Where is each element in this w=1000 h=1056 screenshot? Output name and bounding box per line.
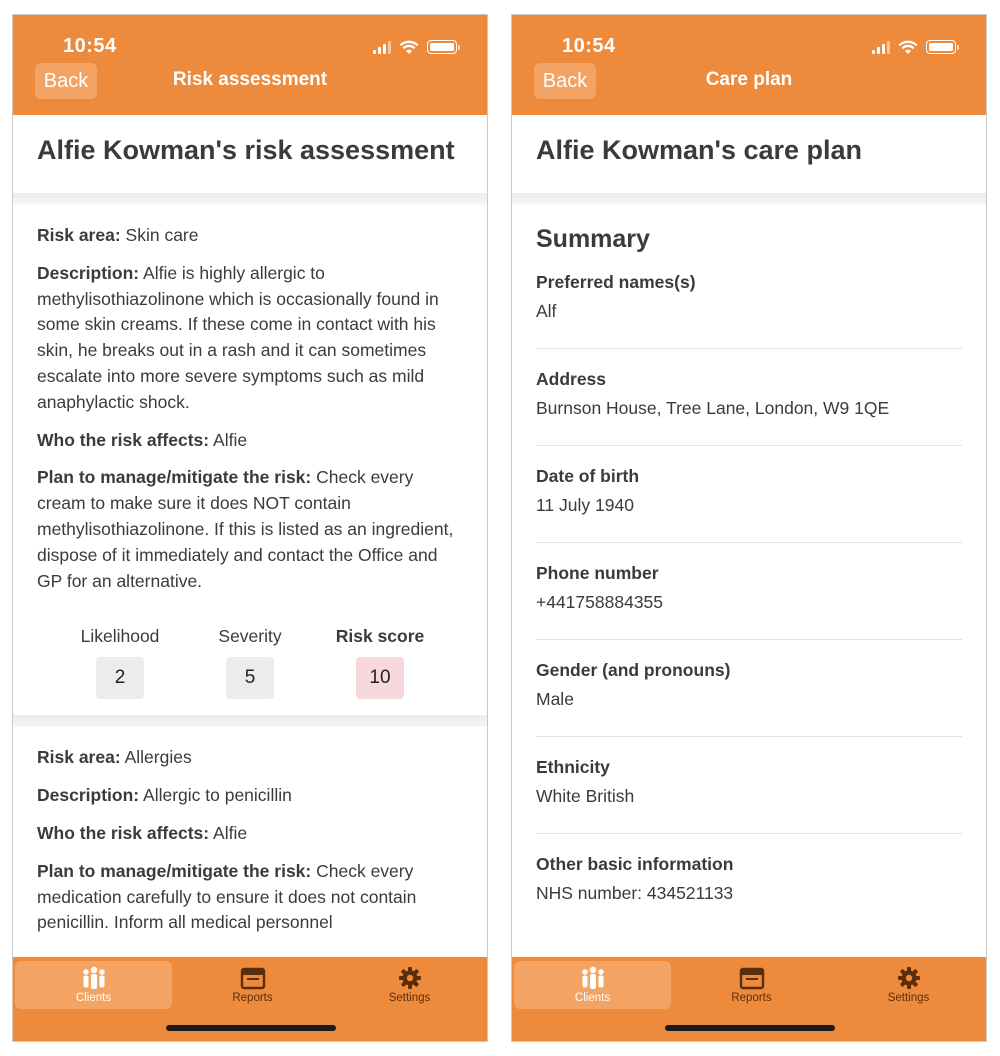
- tab-bar: [512, 957, 986, 1041]
- clients-icon: [578, 966, 608, 990]
- top-bar: [512, 15, 986, 115]
- reports-icon: [238, 966, 268, 990]
- field-value: Alf: [536, 301, 557, 321]
- risk-card: [13, 205, 487, 715]
- field-phone-number: [536, 563, 962, 640]
- field-label: Date of birth: [536, 466, 640, 486]
- home-indicator: [665, 1025, 835, 1031]
- tab-settings[interactable]: [830, 961, 987, 1009]
- status-icons: [872, 39, 956, 55]
- reports-icon: [737, 966, 767, 990]
- field-label: Gender (and pronouns): [536, 660, 731, 680]
- summary-title: Summary: [536, 225, 650, 253]
- tab-settings[interactable]: [331, 961, 488, 1009]
- risk-score-label: Risk score: [335, 626, 425, 647]
- signal-icon: [872, 40, 890, 54]
- severity-label: Severity: [218, 626, 282, 647]
- risk-card: [13, 727, 487, 959]
- risk-score: [325, 626, 435, 699]
- gear-icon: [395, 966, 425, 990]
- field-label: Address: [536, 369, 607, 389]
- summary-card: [512, 205, 986, 959]
- section-divider: [13, 193, 487, 205]
- wifi-icon: [399, 40, 419, 55]
- battery-icon: [427, 40, 457, 54]
- tab-label: Clients: [75, 992, 112, 1004]
- severity-value: 5: [226, 657, 274, 699]
- battery-icon: [926, 40, 956, 54]
- field-label: Other basic information: [536, 854, 734, 874]
- tab-clients[interactable]: [514, 961, 671, 1009]
- field-value: Burnson House, Tree Lane, London, W9 1QE: [536, 398, 890, 418]
- back-button[interactable]: Back: [534, 63, 596, 99]
- page-title: Alfie Kowman's care plan: [536, 135, 863, 165]
- tab-label: Reports: [232, 992, 273, 1004]
- care-plan-screen: [511, 14, 987, 1042]
- risk-plan: Plan to manage/mitigate the risk: Check every cream to make sure it does NOT contain methylisothiazolinone. If this is listed as an ingredient, dispose of it immediately and contact the Office and GP for an alternative.: [37, 467, 454, 591]
- tab-label: Settings: [388, 992, 431, 1004]
- page-header: [13, 115, 487, 193]
- section-divider: [512, 193, 986, 205]
- field-label: Ethnicity: [536, 757, 610, 777]
- tab-reports[interactable]: [673, 961, 830, 1009]
- page-title: Alfie Kowman's risk assessment: [37, 135, 455, 165]
- tab-label: Reports: [731, 992, 772, 1004]
- status-time: 10:54: [63, 35, 117, 57]
- field-date-of-birth: [536, 466, 962, 543]
- field-label: Phone number: [536, 563, 659, 583]
- field-label: Preferred names(s): [536, 272, 696, 292]
- risk-assessment-screen: [12, 14, 488, 1042]
- home-indicator: [166, 1025, 336, 1031]
- field-other-info: [536, 854, 962, 930]
- tab-label: Settings: [887, 992, 930, 1004]
- severity-score: [195, 626, 305, 699]
- signal-icon: [373, 40, 391, 54]
- likelihood-value: 2: [96, 657, 144, 699]
- page-header: [512, 115, 986, 193]
- back-button[interactable]: Back: [35, 63, 97, 99]
- likelihood-score: [65, 626, 175, 699]
- tab-reports[interactable]: [174, 961, 331, 1009]
- risk-area: Risk area: Allergies: [37, 747, 192, 768]
- top-bar: [13, 15, 487, 115]
- care-plan-content[interactable]: [512, 115, 986, 959]
- risk-scores: [37, 606, 463, 699]
- field-value: NHS number: 434521133: [536, 883, 734, 903]
- risk-content[interactable]: [13, 115, 487, 959]
- field-value: +441758884355: [536, 592, 664, 612]
- risk-who: Who the risk affects: Alfie: [37, 429, 248, 450]
- gear-icon: [894, 966, 924, 990]
- field-gender: [536, 660, 962, 737]
- field-address: [536, 369, 962, 446]
- tab-clients[interactable]: [15, 961, 172, 1009]
- risk-who: Who the risk affects: Alfie: [37, 822, 248, 843]
- field-preferred-names: [536, 272, 962, 349]
- likelihood-label: Likelihood: [80, 626, 160, 647]
- field-value: 11 July 1940: [536, 495, 634, 515]
- risk-plan: Plan to manage/mitigate the risk: Check every medication carefully to ensure it does not contain penicillin. Inform all medical personnel: [37, 860, 417, 933]
- field-ethnicity: [536, 757, 962, 834]
- nav-title: Risk assessment: [172, 69, 328, 90]
- tab-label: Clients: [574, 992, 611, 1004]
- field-value: Male: [536, 689, 574, 709]
- status-icons: [373, 39, 457, 55]
- risk-description: Description: Allergic to penicillin: [37, 785, 292, 806]
- risk-area: Risk area: Skin care: [37, 225, 199, 245]
- clients-icon: [79, 966, 109, 990]
- tab-bar: [13, 957, 487, 1041]
- field-value: White British: [536, 786, 635, 806]
- status-time: 10:54: [562, 35, 616, 57]
- risk-description: Description: Alfie is highly allergic to methylisothiazolinone which is occasionally found in some skin creams. If these come in contact with his skin, he breaks out in a rash and it can sometimes escalate into more severe symptoms such as mild anaphylactic shock.: [37, 262, 439, 412]
- section-divider: [13, 715, 487, 727]
- nav-title: Care plan: [705, 69, 793, 90]
- wifi-icon: [898, 40, 918, 55]
- risk-score-value: 10: [356, 657, 404, 699]
